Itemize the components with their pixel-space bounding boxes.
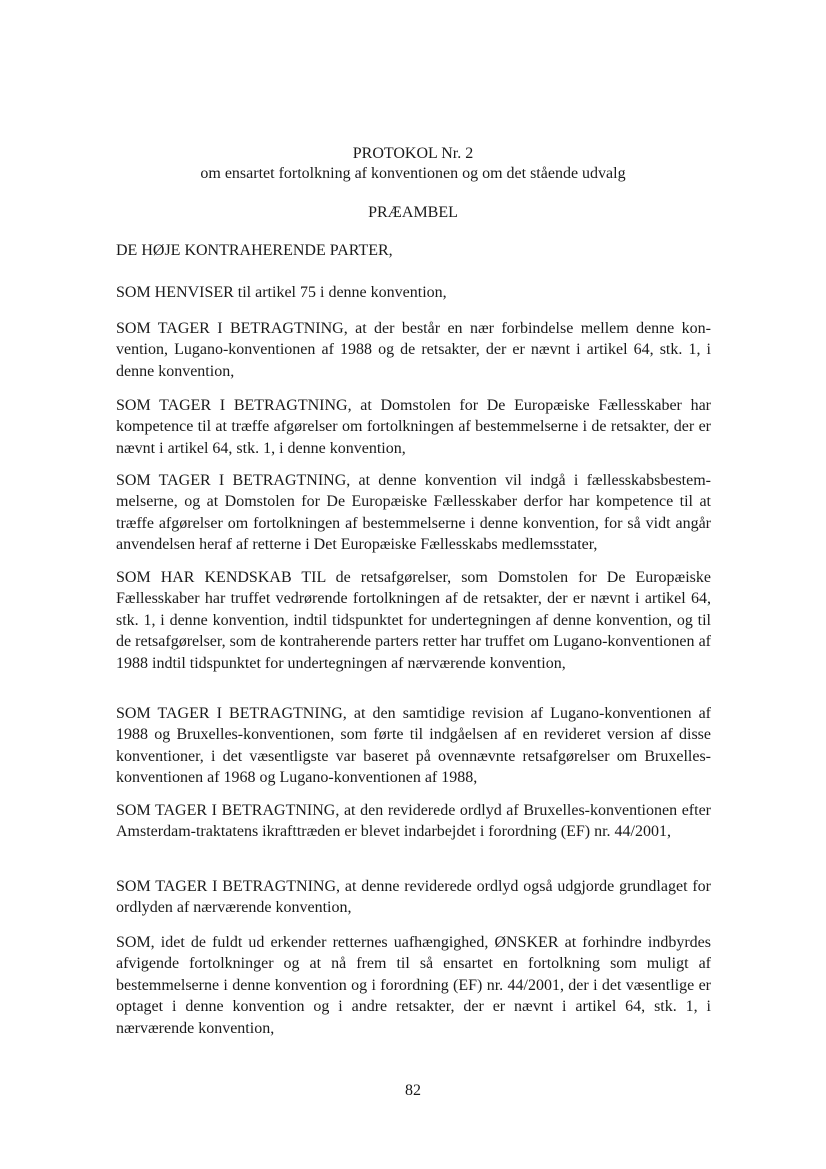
page-number: 82	[405, 1082, 421, 1099]
paragraph-amsterdam-treaty: SOM TAGER I BETRAGTNING, at den reviderede ordlyd af Bruxelles-konventionen efter Amsterdam-traktatens ikrafttræden er blevet indarbejdet i forordning (EF) nr. 44/2001,	[116, 802, 711, 841]
paragraph-community-rules: SOM TAGER I BETRAGTNING, at denne konvention vil indgå i fællesskabsbestemmelserne, og at Domstolen for De Europæiske Fællesskaber derfor har kompetence til at træffe afgørelser om fortolkningen af bestemmelserne i denne konvention, for så vidt angår anvendelsen heraf af retterne i Det Europæiske Fællesskabs medlemsstater,	[116, 472, 711, 554]
paragraph-revised-text: SOM TAGER I BETRAGTNING, at denne reviderede ordlyd også udgjorde grundlaget for ordlyden af nærværende konvention,	[116, 878, 711, 917]
paragraph-connection: SOM TAGER I BETRAGTNING, at der består en nær forbindelse mellem denne konvention, Lugano-konventionen af 1988 og de retsakter, der er nævnt i artikel 64, stk. 1, i denne konvention,	[116, 320, 711, 380]
document-subtitle: om ensartet fortolkning af konventionen og om det stående udvalg	[200, 165, 626, 182]
paragraph-parties: DE HØJE KONTRAHERENDE PARTER,	[116, 242, 393, 259]
paragraph-court-competence: SOM TAGER I BETRAGTNING, at Domstolen for De Europæiske Fællesskaber har kompetence til at træffe afgørelser om fortolkningen af bestemmelserne i de retsakter, der er nævnt i artikel 64, stk. 1, i denne konvention,	[116, 397, 711, 457]
paragraph-article-75: SOM HENVISER til artikel 75 i denne konvention,	[116, 284, 447, 301]
paragraph-independence: SOM, idet de fuldt ud erkender retternes uafhængighed, ØNSKER at forhindre indbyrdes afvigende fortolkninger og at nå frem til så ensartet en fortolkning som muligt af bestemmelserne i denne konvention og i forordning (EF) nr. 44/2001, der i det væsentlige er optaget i denne konvention og i andre retsakter, der er nævnt i artikel 64, stk. 1, i nærværende konvention,	[116, 934, 711, 1037]
document-title: PROTOKOL Nr. 2	[352, 145, 474, 162]
preamble-heading: PRÆAMBEL	[368, 204, 458, 221]
paragraph-knowledge-rulings: SOM HAR KENDSKAB TIL de retsafgørelser, som Domstolen for De Europæiske Fællesskaber har truffet vedrørende fortolkningen af de retsakter, der er nævnt i artikel 64, stk. 1, i denne konvention, indtil tidspunktet for undertegningen af denne konvention, og til de retsafgørelser, som de kontraherende parters retter har truffet om Lugano-konventionen af 1988 indtil tidspunktet for undertegningen af nærværende konvention,	[116, 569, 711, 672]
paragraph-simultaneous-revision: SOM TAGER I BETRAGTNING, at den samtidige revision af Lugano-konventionen af 1988 og Bruxelles-konventionen, som førte til indgåelsen af en revideret version af disse konventioner, i det væsentligste var baseret på ovennævnte retsafgørelser om Bruxelles-konventionen af 1968 og Lugano-konventionen af 1988,	[116, 705, 711, 787]
